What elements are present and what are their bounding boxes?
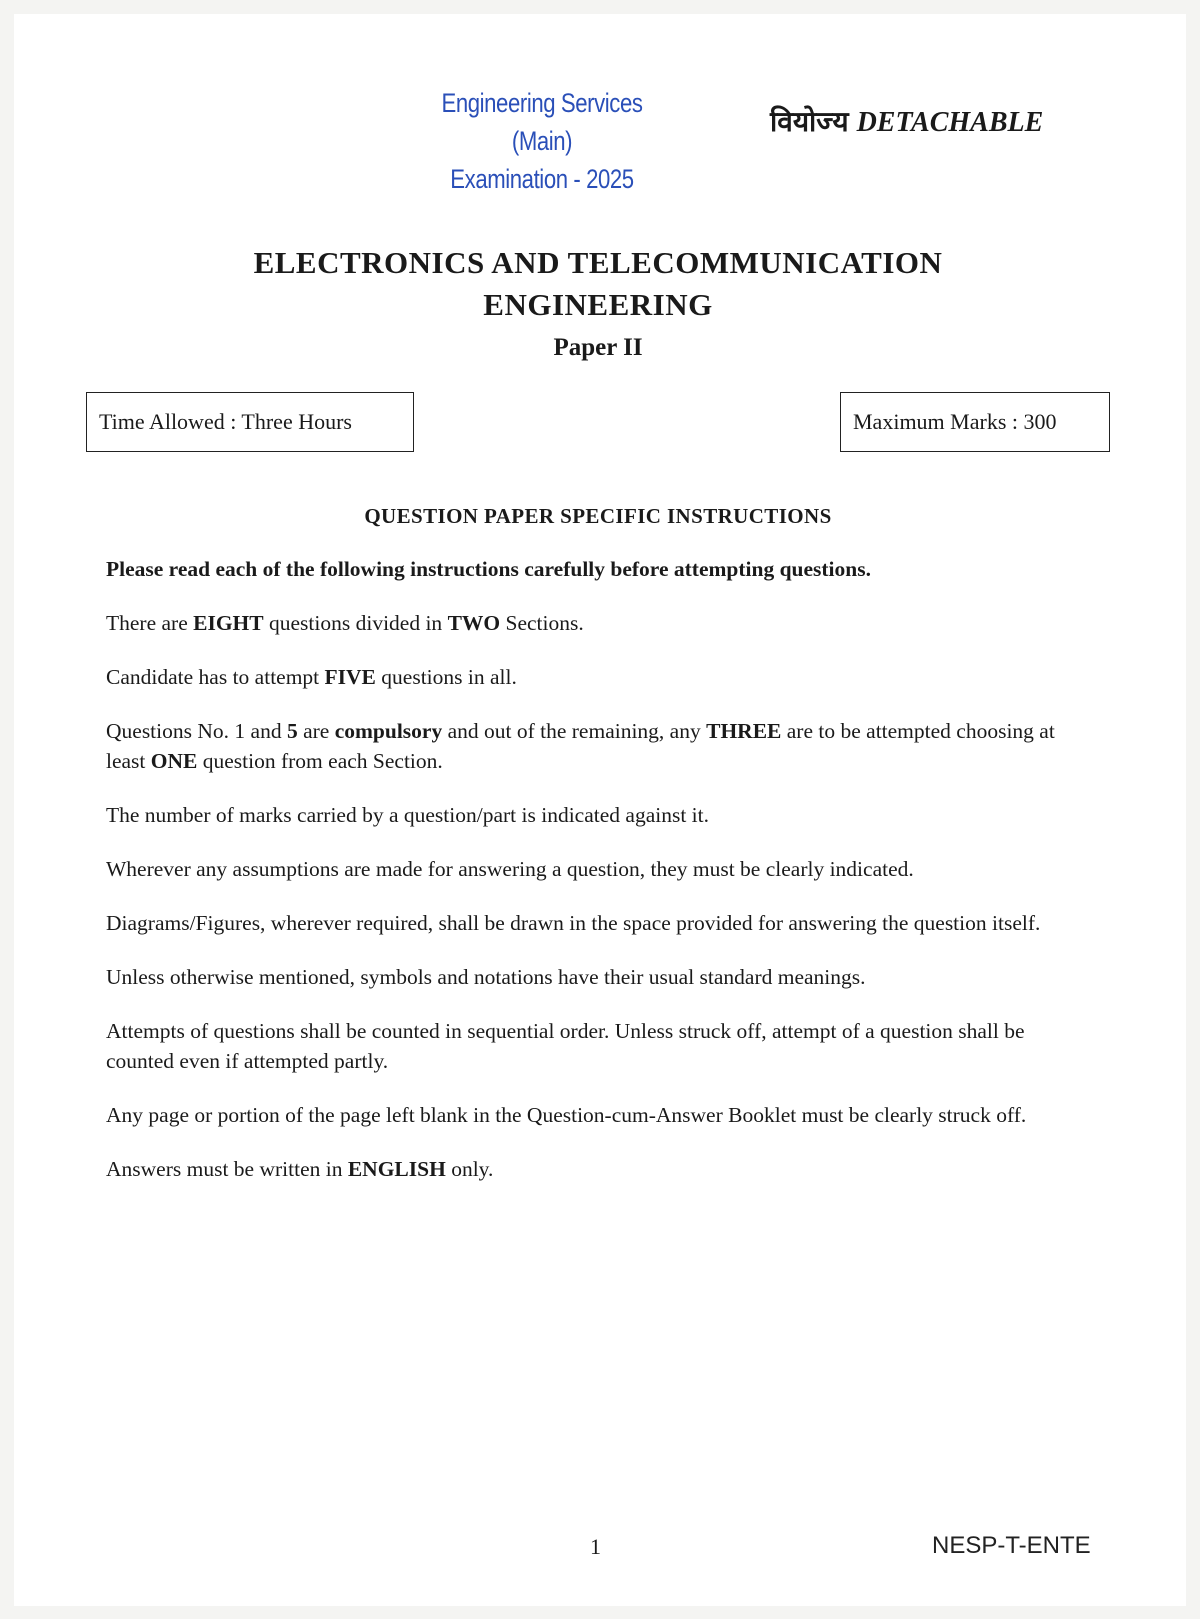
instructions-heading: QUESTION PAPER SPECIFIC INSTRUCTIONS	[364, 504, 832, 528]
time-allowed-box: Time Allowed : Three Hours	[86, 392, 414, 452]
detachable-english: DETACHABLE	[856, 107, 1044, 138]
exam-year: Examination - 2025	[450, 164, 634, 194]
instructions-list	[106, 554, 1096, 1208]
paper-code: NESP-T-ENTE	[932, 1532, 1091, 1559]
detachable-label	[770, 102, 1043, 140]
page-number: 1	[590, 1534, 601, 1559]
exam-stamp	[434, 84, 650, 198]
instruction-lead: Please read each of the following instructions carefully before attempting questions.	[106, 557, 871, 581]
maximum-marks-box: Maximum Marks : 300	[840, 392, 1110, 452]
instruction-item: Any page or portion of the page left blank in the Question-cum-Answer Booklet must be clearly struck off.	[106, 1103, 1027, 1127]
paper-title	[114, 242, 1082, 326]
instruction-item: Unless otherwise mentioned, symbols and notations have their usual standard meanings.	[106, 965, 866, 989]
instruction-item: Attempts of questions shall be counted in sequential order. Unless struck off, attempt of a question shall be counted even if attempted partly.	[106, 1019, 1025, 1073]
exam-name: Engineering Services (Main)	[441, 88, 643, 156]
instruction-item: Diagrams/Figures, wherever required, shall be drawn in the space provided for answering the question itself.	[106, 911, 1041, 935]
paper-title-line2: ENGINEERING	[483, 287, 713, 322]
document-page	[14, 14, 1186, 1606]
instruction-item: Questions No. 1 and 5 are compulsory and out of the remaining, any THREE are to be attempted choosing at least ONE question from each Section.	[106, 719, 1055, 773]
instruction-item: Answers must be written in ENGLISH only.	[106, 1157, 494, 1181]
paper-title-line1: ELECTRONICS AND TELECOMMUNICATION	[253, 245, 943, 280]
detachable-hindi: वियोज्य	[770, 105, 849, 138]
paper-number: Paper II	[553, 334, 643, 361]
instruction-item: Wherever any assumptions are made for answering a question, they must be clearly indicated.	[106, 857, 914, 881]
instruction-item: Candidate has to attempt FIVE questions in all.	[106, 665, 517, 689]
instruction-item: The number of marks carried by a question/part is indicated against it.	[106, 803, 710, 827]
instruction-item: There are EIGHT questions divided in TWO Sections.	[106, 611, 584, 635]
